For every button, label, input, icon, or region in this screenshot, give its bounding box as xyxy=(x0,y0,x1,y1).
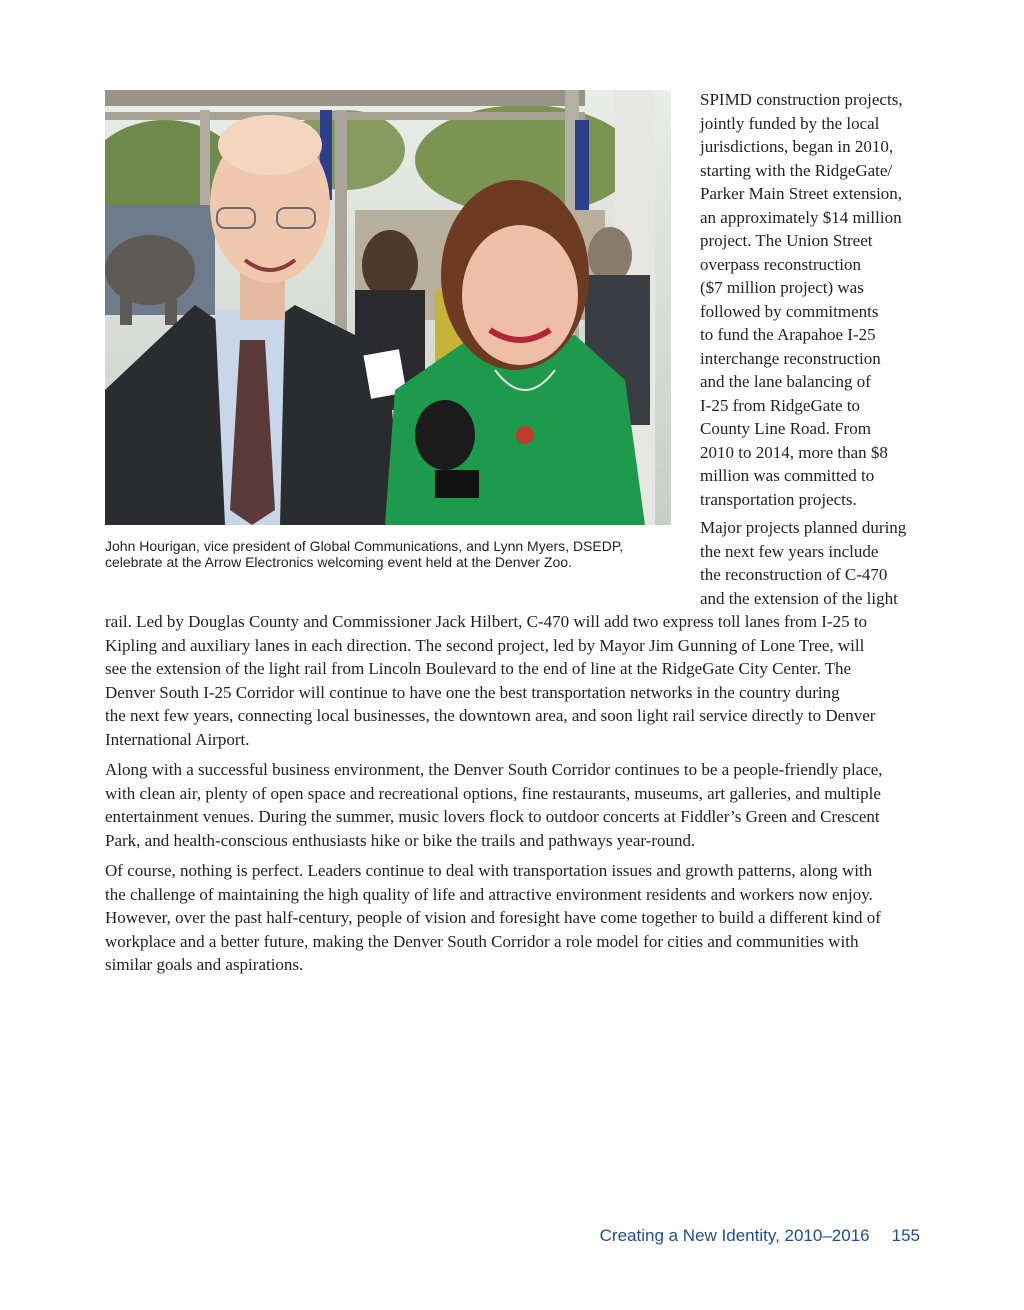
text-line: the next few years, connecting local businesses, the downtown area, and soon light rail service directly to Denver xyxy=(105,706,876,725)
text-line: entertainment venues. During the summer, music lovers flock to outdoor concerts at Fiddler’s Green and Crescent xyxy=(105,807,880,826)
text-line: Kipling and auxiliary lanes in each direction. The second project, led by Mayor Jim Gunning of Lone Tree, will xyxy=(105,635,865,655)
text-line: Of course, nothing is perfect. Leaders continue to deal with transportation issues and growth patterns, along with xyxy=(105,861,873,880)
text-line: million was committed to xyxy=(700,466,875,485)
body-text xyxy=(105,610,920,977)
body-paragraph-1 xyxy=(105,610,920,751)
text-line: workplace and a better future, making the Denver South Corridor a role model for cities and communities with xyxy=(105,931,859,951)
text-line: followed by commitments xyxy=(700,301,879,321)
text-line: However, over the past half-century, people of vision and foresight have come together to build a different kind of xyxy=(105,908,881,927)
text-line: the reconstruction of C-470 xyxy=(700,565,888,584)
text-line: SPIMD construction projects, xyxy=(700,90,903,109)
caption-line: celebrate at the Arrow Electronics welcoming event held at the Denver Zoo. xyxy=(105,554,572,570)
event-photo xyxy=(105,90,671,525)
text-line: rail. Led by Douglas County and Commissioner Jack Hilbert, C-470 will add two express toll lanes from I-25 to xyxy=(105,612,868,631)
text-line: jurisdictions, began in 2010, xyxy=(700,137,894,156)
text-line: I-25 from RidgeGate to xyxy=(700,395,861,415)
text-line: to fund the Arapahoe I-25 xyxy=(700,325,876,344)
text-line: the challenge of maintaining the high quality of life and attractive environment residents and workers now enjoy. xyxy=(105,884,873,904)
text-line: ($7 million project) was xyxy=(700,278,864,297)
text-line: transportation projects. xyxy=(700,489,857,509)
text-line: overpass reconstruction xyxy=(700,254,861,274)
text-line: see the extension of the light rail from Lincoln Boulevard to the end of line at the RidgeGate City Center. The xyxy=(105,659,852,678)
text-line: Major projects planned during xyxy=(700,518,907,537)
text-line: 2010 to 2014, more than $8 xyxy=(700,442,888,462)
text-line: Parker Main Street extension, xyxy=(700,184,903,203)
paragraph-gap xyxy=(105,751,920,758)
sidebar-paragraph-1 xyxy=(700,88,903,511)
text-line: with clean air, plenty of open space and recreational options, fine restaurants, museums, art galleries, and multiple xyxy=(105,783,881,803)
text-line: Along with a successful business environment, the Denver South Corridor continues to be a people-friendly place, xyxy=(105,760,883,779)
text-line: County Line Road. From xyxy=(700,419,871,438)
text-line: and the lane balancing of xyxy=(700,372,871,391)
page-footer xyxy=(594,1226,920,1246)
text-line: Park, and health-conscious enthusiasts hike or bike the trails and pathways year-round. xyxy=(105,830,696,850)
photo-illustration xyxy=(105,90,671,525)
text-line: jointly funded by the local xyxy=(700,113,880,133)
text-line: similar goals and aspirations. xyxy=(105,955,304,974)
text-line: project. The Union Street xyxy=(700,231,873,250)
photo-caption xyxy=(105,538,675,570)
text-line: an approximately $14 million xyxy=(700,207,902,227)
text-line: and the extension of the light xyxy=(700,588,898,608)
sidebar-paragraph-2 xyxy=(700,516,906,610)
text-line: International Airport. xyxy=(105,729,250,749)
page-number: 155 xyxy=(891,1226,920,1245)
caption-line: John Hourigan, vice president of Global Communications, and Lynn Myers, DSEDP, xyxy=(105,538,624,554)
paragraph-gap xyxy=(105,852,920,859)
section-title: Creating a New Identity, 2010–2016 xyxy=(599,1226,870,1245)
text-line: starting with the RidgeGate/ xyxy=(700,160,893,180)
text-line: Denver South I-25 Corridor will continue to have one the best transportation networks in the country during xyxy=(105,682,840,702)
text-line: interchange reconstruction xyxy=(700,348,881,368)
body-paragraph-2 xyxy=(105,758,920,852)
text-line: the next few years include xyxy=(700,541,879,561)
body-paragraph-3 xyxy=(105,859,920,977)
